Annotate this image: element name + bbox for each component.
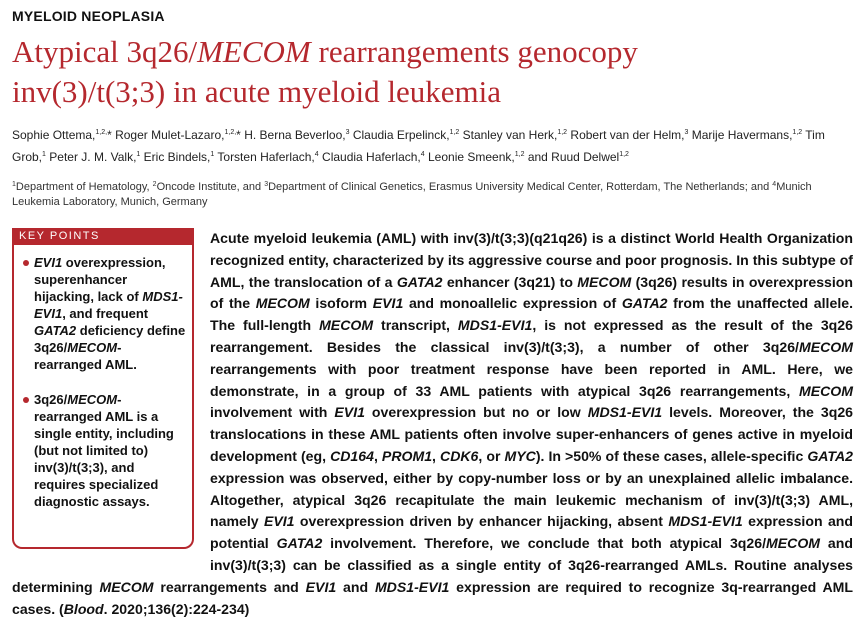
author-affiliation-marker: 1 <box>42 151 46 158</box>
affil-2: Oncode Institute, and <box>156 181 265 193</box>
abstract-italic-run: MECOM <box>766 535 821 552</box>
title-line1-part2: rearrangements genocopy <box>310 34 638 69</box>
abstract-run: and inv(3)/t(3;3) can be classified as a single entity of 3q26-rearranged AMLs. Routine analyses determining <box>12 535 853 595</box>
abstract-run: transcript, <box>373 317 458 334</box>
key-point-run: , and frequent <box>62 306 149 321</box>
abstract-italic-run: GATA2 <box>807 447 854 464</box>
abstract-run: , <box>373 447 382 464</box>
abstract-italic-run: GATA2 <box>276 535 323 552</box>
abstract-italic-run: PROM1 <box>381 447 433 464</box>
affil-sup-1: 1 <box>12 181 16 188</box>
author-affiliation-marker: 1,2 <box>557 129 568 136</box>
abstract-italic-run: MECOM <box>255 295 310 312</box>
abstract-run: , or <box>478 447 505 464</box>
abstract-italic-run: CD164 <box>330 447 374 464</box>
abstract-run: expression and potential <box>210 513 853 552</box>
abstract-italic-run: EVI1 <box>334 404 365 421</box>
key-points-heading: KEY POINTS <box>12 228 194 245</box>
abstract-run: involvement with <box>210 404 335 421</box>
abstract-italic-run: EVI1 <box>305 578 337 595</box>
abstract-italic-run: MECOM <box>319 317 374 334</box>
title-line1-part1: Atypical 3q26/ <box>12 34 198 69</box>
author-name: Claudia Erpelinck, <box>352 128 450 142</box>
abstract-run: , is not expressed as the result of the 3q26 rearrangement. Besides the classical inv(3)/t(3;3), a number of other 3q26/ <box>210 317 853 355</box>
affil-sup-4: 4 <box>772 181 777 188</box>
abstract-run: Acute myeloid leukemia (AML) with inv(3)/t(3;3)(q21q26) is a distinct World Health Organization recognized entity, characterized by its aggressive course and poor prognosis. In this subtype of AML, the translocation of a <box>210 230 853 290</box>
section-label: MYELOID NEOPLASIA <box>12 8 165 24</box>
abstract-run: . 2020;136(2):224-234) <box>103 600 250 617</box>
author-name: Roger Mulet-Lazaro, <box>115 128 225 142</box>
abstract-italic-run: MECOM <box>798 382 853 399</box>
abstract-run: overexpression but no or low <box>364 404 588 421</box>
abstract-run: rearrangements with poor treatment response have been reported in AML. Here, we demonstrate, in a group of 33 AML patients with atypical 3q26 rearrangements, <box>210 360 853 399</box>
abstract-italic-run: GATA2 <box>621 295 668 312</box>
affil-1: Department of Hematology, <box>15 181 153 193</box>
abstract-run: ). In >50% of these cases, allele-specific <box>535 447 808 464</box>
key-point-run: 3q26/ <box>34 392 68 407</box>
abstract-italic-run: Blood <box>63 600 104 617</box>
key-point-run: overexpression, superenhancer hijacking, lack of <box>34 255 166 304</box>
abstract-italic-run: GATA2 <box>396 273 443 290</box>
abstract-run: rearrangements and <box>153 578 306 595</box>
author-name: Marije Havermans, <box>691 128 793 142</box>
abstract-italic-run: MDS1-EVI1 <box>374 578 450 595</box>
author-name: Claudia Haferlach, <box>322 150 421 164</box>
title-line1-italic: MECOM <box>197 34 311 69</box>
key-point-italic-run: MECOM <box>67 392 118 407</box>
author-name: Tim Grob, <box>12 128 825 164</box>
abstract-run: from the unaffected allele. The full-length <box>210 295 853 334</box>
author-affiliation-marker: 1,2 <box>449 129 460 136</box>
abstract-italic-run: EVI1 <box>263 513 295 530</box>
abstract-run: and <box>336 578 375 595</box>
key-point-italic-run: MECOM <box>67 340 118 355</box>
abstract-italic-run: EVI1 <box>372 295 404 312</box>
affil-4: Munich Leukemia Laboratory, Munich, Germany <box>12 181 812 208</box>
author-name: and Ruud Delwel <box>527 150 620 164</box>
affil-3: Department of Clinical Genetics, Erasmus University Medical Center, Rotterdam, The Netherlands; and <box>268 181 773 193</box>
author-affiliation-marker: 4 <box>314 151 319 158</box>
author-name: Peter J. M. Valk, <box>49 150 137 164</box>
affil-sup-2: 2 <box>152 181 157 188</box>
abstract <box>12 228 853 620</box>
author-name: H. Berna Beverloo, <box>244 128 346 142</box>
abstract-italic-run: MDS1-EVI1 <box>457 317 533 334</box>
author-name: Sophie Ottema, <box>12 128 96 142</box>
title-line2: inv(3)/t(3;3) in acute myeloid leukemia <box>12 74 501 109</box>
author-affiliation-marker: 1,2 <box>792 129 803 136</box>
author-affiliation-marker: 1,2, <box>95 129 108 136</box>
key-point-run: -rearranged AML. <box>34 340 137 372</box>
key-point-run: -rearranged AML is a single entity, including (but not limited to) inv(3)/t(3;3), and requires specialized diagnostic assays. <box>34 392 174 509</box>
author-affiliation-marker: 3 <box>345 129 350 136</box>
author-name: Robert van der Helm, <box>570 128 685 142</box>
author-affiliation-marker: 3 <box>684 129 689 136</box>
abstract-run: expression was observed, either by copy-number loss or by an unexplained allelic imbalance. Altogether, atypical 3q26 recapitulate the main leukemic mechanism of inv(3)/t(3;3) AML, namely <box>210 469 853 530</box>
abstract-run: isoform <box>309 295 373 312</box>
key-point-italic-run: MDS1-EVI1 <box>34 289 183 321</box>
author-affiliation-marker: 1 <box>210 151 215 158</box>
key-point-run: deficiency define 3q26/ <box>34 323 186 355</box>
abstract-run: overexpression driven by enhancer hijacking, absent <box>294 513 669 530</box>
abstract-italic-run: MDS1-EVI1 <box>587 404 663 421</box>
author-name: Leonie Smeenk, <box>428 150 515 164</box>
affil-sup-3: 3 <box>264 181 269 188</box>
key-point-italic-run: GATA2 <box>34 323 77 338</box>
abstract-run: expression are required to recognize 3q-rearranged AML cases. ( <box>12 578 854 617</box>
author-affiliation-marker: 1 <box>136 151 141 158</box>
author-affiliation-marker: 1,2 <box>514 151 525 158</box>
author-name: Stanley van Herk, <box>462 128 558 142</box>
author-affiliation-marker: 4 <box>420 151 425 158</box>
author-name: Eric Bindels, <box>143 150 211 164</box>
abstract-italic-run: MECOM <box>577 273 632 290</box>
key-points-spacer <box>12 228 210 560</box>
abstract-run: and monoallelic expression of <box>403 295 622 312</box>
author-name: Torsten Haferlach, <box>217 150 315 164</box>
abstract-run: enhancer (3q21) to <box>442 273 578 290</box>
abstract-run: , <box>432 447 441 464</box>
author-affiliation-marker: 1,2 <box>619 151 629 158</box>
abstract-run: (3q26) results in overexpression of the <box>210 273 854 312</box>
article-title <box>12 32 852 112</box>
key-point-italic-run: EVI1 <box>34 255 63 270</box>
abstract-italic-run: MDS1-EVI1 <box>668 513 743 530</box>
author-list: Sophie Ottema,$^{1,2,}$* Roger Mulet-Lazaro,$^{1,2,}$* H. Berna Beverloo,$^3$ Claudia Erpelinck,$^{1,2}$ Stanley van Herk,$^{1,2}$ Robert van der Helm,$^3$ Marije Havermans,$^{1,2}$ Tim Grob,$^1$ Peter J. M. Valk,$^1$ Eric Bindels,$^1$ Torsten Haferlach,$^4$ Claudia Haferlach,$^4$ Leonie Smeenk,$^{1,2}$ and Ruud Delwel$^{1,2}$ <box>12 128 825 164</box>
abstract-italic-run: MYC <box>504 447 536 464</box>
abstract-run: levels. Moreover, the 3q26 translocations in these AML patients often involve super-enhancers of genes active in myeloid development (eg, <box>210 404 854 464</box>
abstract-run: involvement. Therefore, we conclude that both atypical 3q26/ <box>322 535 767 552</box>
author-affiliation-marker: 1,2, <box>224 129 237 136</box>
abstract-italic-run: CDK6 <box>440 447 479 464</box>
affiliations <box>12 180 858 210</box>
abstract-italic-run: MECOM <box>99 578 154 595</box>
abstract-italic-run: MECOM <box>798 338 853 355</box>
